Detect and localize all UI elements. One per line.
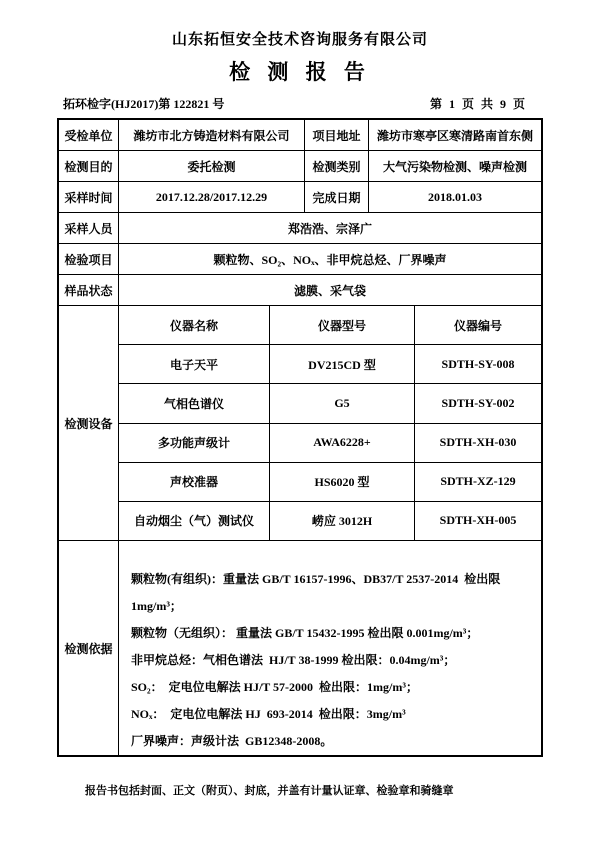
- row-test-purpose: [59, 151, 541, 182]
- sampling-time-label: 采样时间: [59, 182, 119, 212]
- basis-line-boundary-noise: 厂界噪声：声级计法 GB12348-2008。: [131, 734, 333, 748]
- sampling-time-value: 2017.12.28/2017.12.29: [119, 182, 305, 212]
- equipment-header-row: [119, 306, 541, 345]
- table-row: [119, 424, 541, 463]
- instrument-name: 声校准器: [119, 463, 270, 501]
- project-address-label: 项目地址: [305, 120, 369, 150]
- instrument-name: 电子天平: [119, 345, 270, 383]
- page-indicator: 第 1 页 共 9 页: [429, 97, 527, 111]
- row-inspected-unit: [59, 120, 541, 151]
- column-header-instrument-code: 仪器编号: [453, 318, 502, 333]
- column-header-instrument-name: 仪器名称: [119, 306, 270, 344]
- basis-section: [59, 541, 541, 755]
- test-purpose-label: 检测目的: [59, 151, 119, 181]
- inspected-unit-value: 潍坊市北方铸造材料有限公司: [119, 120, 305, 150]
- sampling-personnel-label: 采样人员: [59, 213, 119, 243]
- test-category-label: 检测类别: [305, 151, 369, 181]
- instrument-model: 崂应 3012H: [270, 502, 415, 540]
- report-number: 拓环检字(HJ2017)第 122821 号: [63, 97, 225, 111]
- row-sample-state: [59, 275, 541, 306]
- table-row: [119, 384, 541, 423]
- table-row: [119, 345, 541, 384]
- instrument-name: 气相色谱仪: [119, 384, 270, 422]
- instrument-model: G5: [270, 384, 415, 422]
- sample-state-value: 滤膜、采气袋: [293, 283, 366, 298]
- table-row: [119, 502, 541, 540]
- instrument-name: 自动烟尘（气）测试仪: [119, 502, 270, 540]
- sampling-personnel-value: 郑浩浩、宗泽广: [287, 221, 372, 236]
- basis-content: [119, 541, 541, 755]
- instrument-code: SDTH-XZ-129: [440, 474, 516, 489]
- test-purpose-value: 委托检测: [119, 151, 305, 181]
- report-table: [57, 118, 543, 757]
- test-items-label: 检验项目: [59, 244, 119, 274]
- company-name: 山东拓恒安全技术咨询服务有限公司: [171, 32, 428, 48]
- instrument-code: SDTH-SY-008: [441, 356, 515, 371]
- page-title: 检 测 报 告: [229, 60, 371, 84]
- equipment-table: [119, 306, 541, 540]
- test-category-value: 大气污染物检测、噪声检测: [382, 159, 527, 174]
- basis-line-nmhc: 非甲烷总烃：气相色谱法 HJ/T 38-1999 检出限：0.04mg/m³；: [131, 653, 456, 667]
- table-row: [119, 463, 541, 502]
- instrument-code: SDTH-XH-030: [439, 435, 517, 450]
- instrument-name: 多功能声级计: [119, 424, 270, 462]
- completion-date-label: 完成日期: [305, 182, 369, 212]
- completion-date-value: 2018.01.03: [428, 189, 482, 204]
- test-items-value: 颗粒物、SO₂、NOₓ、非甲烷总烃、厂界噪声: [213, 252, 447, 267]
- basis-line-so2: SO₂： 定电位电解法 HJ/T 57-2000 检出限：1mg/m³；: [131, 680, 418, 694]
- instrument-model: AWA6228+: [270, 424, 415, 462]
- basis-section-label: 检测依据: [59, 541, 119, 755]
- meta-row: [57, 95, 543, 112]
- basis-line-particulate-organized: 颗粒物(有组织)：重量法 GB/T 16157-1996、DB37/T 2537-2014 检出限 1mg/m³；: [131, 572, 504, 613]
- inspected-unit-label: 受检单位: [59, 120, 119, 150]
- row-sampling-time: [59, 182, 541, 213]
- equipment-section: [59, 306, 541, 541]
- instrument-code: SDTH-SY-002: [441, 395, 515, 410]
- instrument-model: HS6020 型: [270, 463, 415, 501]
- row-sampling-personnel: [59, 213, 541, 244]
- footer-note: 报告书包括封面、正文（附页）、封底，并盖有计量认证章、检验章和骑缝章: [85, 785, 454, 797]
- instrument-model: DV215CD 型: [270, 345, 415, 383]
- column-header-instrument-model: 仪器型号: [270, 306, 415, 344]
- instrument-code: SDTH-XH-005: [439, 513, 517, 528]
- project-address-value: 潍坊市寒亭区寒清路南首东侧: [376, 128, 533, 143]
- sample-state-label: 样品状态: [59, 275, 119, 305]
- basis-line-nox: NOₓ： 定电位电解法 HJ 693-2014 检出限：3mg/m³: [131, 707, 406, 721]
- equipment-section-label: 检测设备: [59, 306, 119, 540]
- basis-line-particulate-unorganized: 颗粒物（无组织）： 重量法 GB/T 15432-1995 检出限 0.001mg/m³；: [131, 626, 479, 640]
- row-test-items: [59, 244, 541, 275]
